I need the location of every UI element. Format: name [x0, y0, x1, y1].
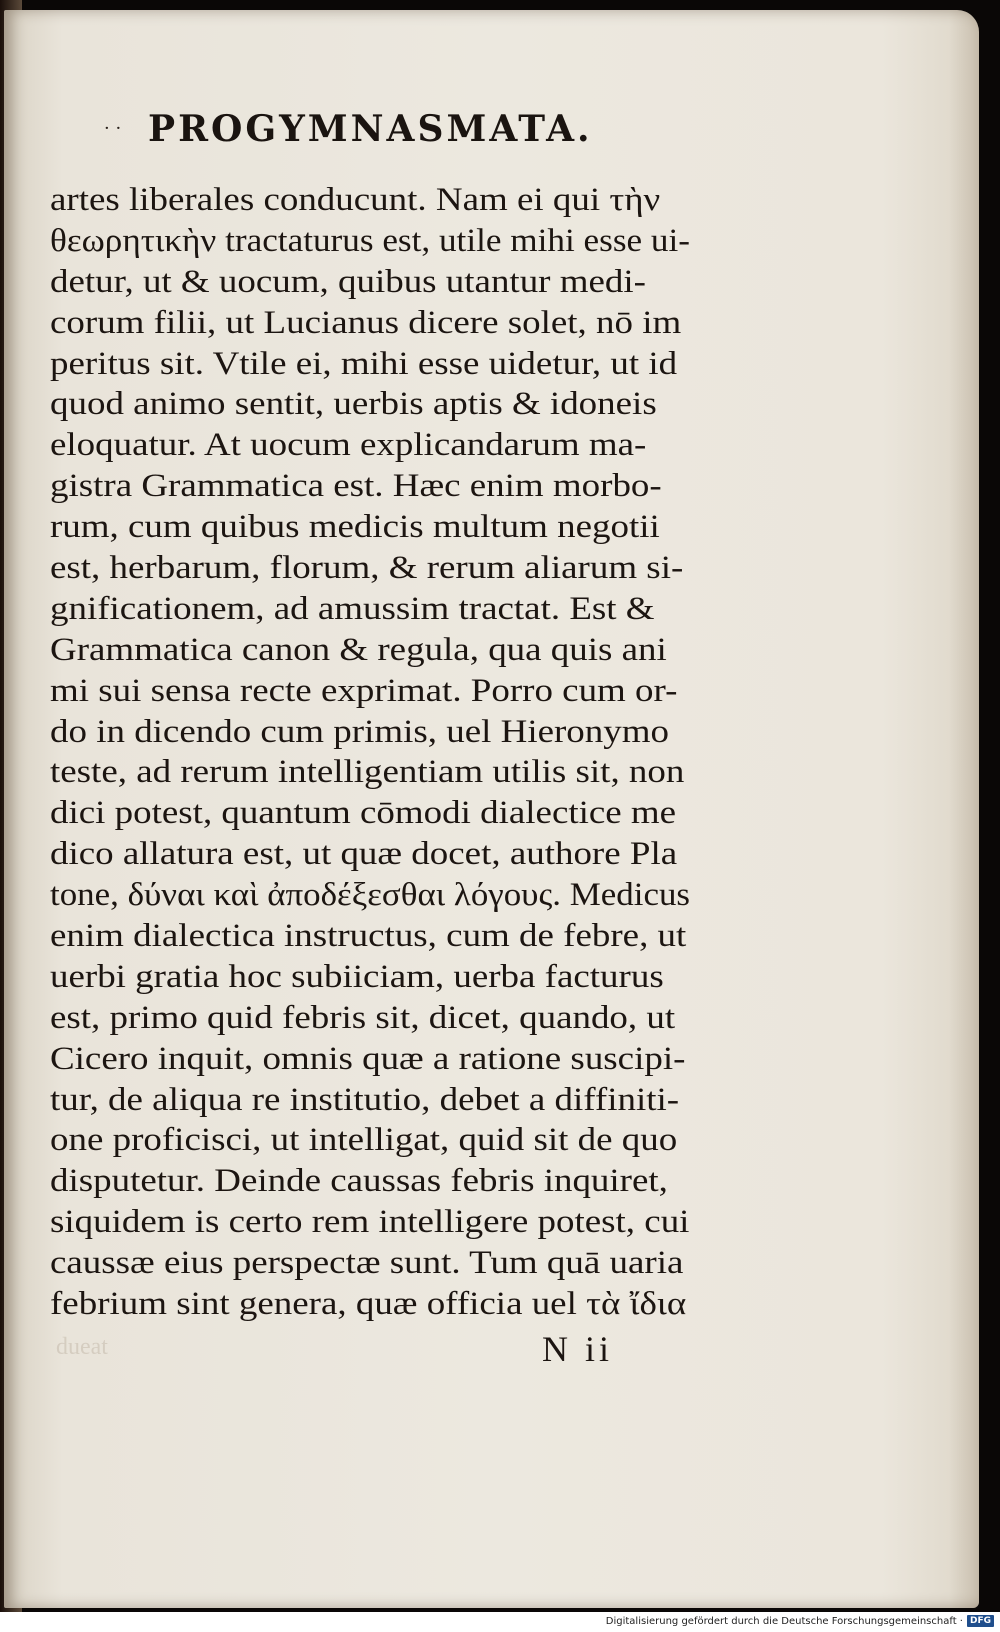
text-line-content: caussæ eius perspectæ sunt. Tum quā uaria: [50, 1245, 684, 1282]
text-line-content: tone, δύναι καὶ ἀποδέξεσθαι λόγους. Medicus: [50, 877, 690, 914]
text-line: [50, 1161, 720, 1202]
text-line-content: teste, ad rerum intelligentiam utilis sit, non: [50, 754, 685, 791]
text-line: [50, 384, 720, 425]
text-line-content: gistra Grammatica est. Hæc enim morbo-: [50, 468, 662, 505]
text-line: [50, 998, 720, 1039]
text-line: [50, 957, 720, 998]
text-line: [50, 875, 720, 916]
text-line-content: uerbi gratia hoc subiiciam, uerba facturus: [50, 958, 664, 995]
text-line-content: mi sui sensa recte exprimat. Porro cum or-: [50, 672, 678, 709]
text-line-content: do in dicendo cum primis, uel Hieronymo: [50, 713, 669, 750]
signature-mark: N ii: [542, 1329, 614, 1369]
text-line-content: corum filii, ut Lucianus dicere solet, nō im: [50, 304, 682, 341]
text-line-content: est, primo quid febris sit, dicet, quando, ut: [50, 999, 676, 1036]
body-text: [50, 180, 720, 1325]
dfg-logo-icon: DFG: [967, 1615, 994, 1627]
text-line-content: gnificationem, ad amussim tractat. Est &: [50, 590, 655, 627]
text-line-content: one proficisci, ut intelligat, quid sit de quo: [50, 1122, 678, 1159]
text-line: [50, 1039, 720, 1080]
text-line: [50, 303, 720, 344]
text-line: [50, 1284, 720, 1325]
text-line-content: Cicero inquit, omnis quæ a ratione suscipi-: [50, 1040, 686, 1077]
header-ornament: · ·: [104, 118, 122, 139]
text-line-content: artes liberales conducunt. Nam ei qui τὴν: [50, 182, 661, 218]
text-line: [50, 752, 720, 793]
text-line: [50, 221, 720, 262]
text-line: [50, 1080, 720, 1121]
text-line: [50, 548, 720, 589]
text-line: [50, 712, 720, 753]
page-edge-shading: [949, 10, 979, 1608]
bleed-through-text: dueat: [56, 1334, 108, 1360]
text-line-content: θεωρητικὴν tractaturus est, utile mihi esse ui-: [50, 222, 690, 259]
running-header: PROGYMNASMATA.: [148, 108, 593, 150]
text-line-content: dici potest, quantum cōmodi dialectice me: [50, 795, 677, 832]
text-line-content: peritus sit. Vtile ei, mihi esse uidetur, ut id: [50, 345, 678, 382]
text-line-content: enim dialectica instructus, cum de febre, ut: [50, 918, 687, 955]
text-line: [50, 793, 720, 834]
text-line-content: dico allatura est, ut quæ docet, authore Pla: [50, 836, 678, 873]
text-line-content: detur, ut & uocum, quibus utantur medi-: [50, 263, 646, 300]
text-line: [50, 1243, 720, 1284]
text-line: [50, 916, 720, 957]
text-line: [50, 1120, 720, 1161]
text-line: [50, 344, 720, 385]
text-line-content: febrium sint genera, quæ officia uel τὰ ἴδια: [50, 1286, 687, 1323]
text-line-content: disputetur. Deinde caussas febris inquiret,: [50, 1163, 668, 1200]
credit-text: Digitalisierung gefördert durch die Deutsche Forschungsgemeinschaft ·: [605, 1615, 963, 1627]
text-line-content: rum, cum quibus medicis multum negotii: [50, 509, 660, 546]
text-line: [50, 834, 720, 875]
text-line-content: est, herbarum, florum, & rerum aliarum si-: [50, 550, 684, 587]
text-line-content: tur, de aliqua re institutio, debet a diffiniti-: [50, 1081, 680, 1118]
text-line-content: Grammatica canon & regula, qua quis ani: [50, 631, 667, 668]
text-line: [50, 466, 720, 507]
text-line-content: eloquatur. At uocum explicandarum ma-: [50, 427, 647, 464]
text-line-content: siquidem is certo rem intelligere potest, cui: [50, 1204, 690, 1241]
digitization-credit: [606, 1612, 994, 1630]
text-line-content: quod animo sentit, uerbis aptis & idoneis: [50, 386, 657, 423]
text-line: [50, 589, 720, 630]
text-line: [50, 630, 720, 671]
text-line: [50, 671, 720, 712]
text-line: [50, 425, 720, 466]
text-line: [50, 507, 720, 548]
text-line: [50, 180, 720, 221]
text-line: [50, 1202, 720, 1243]
text-line: [50, 262, 720, 303]
